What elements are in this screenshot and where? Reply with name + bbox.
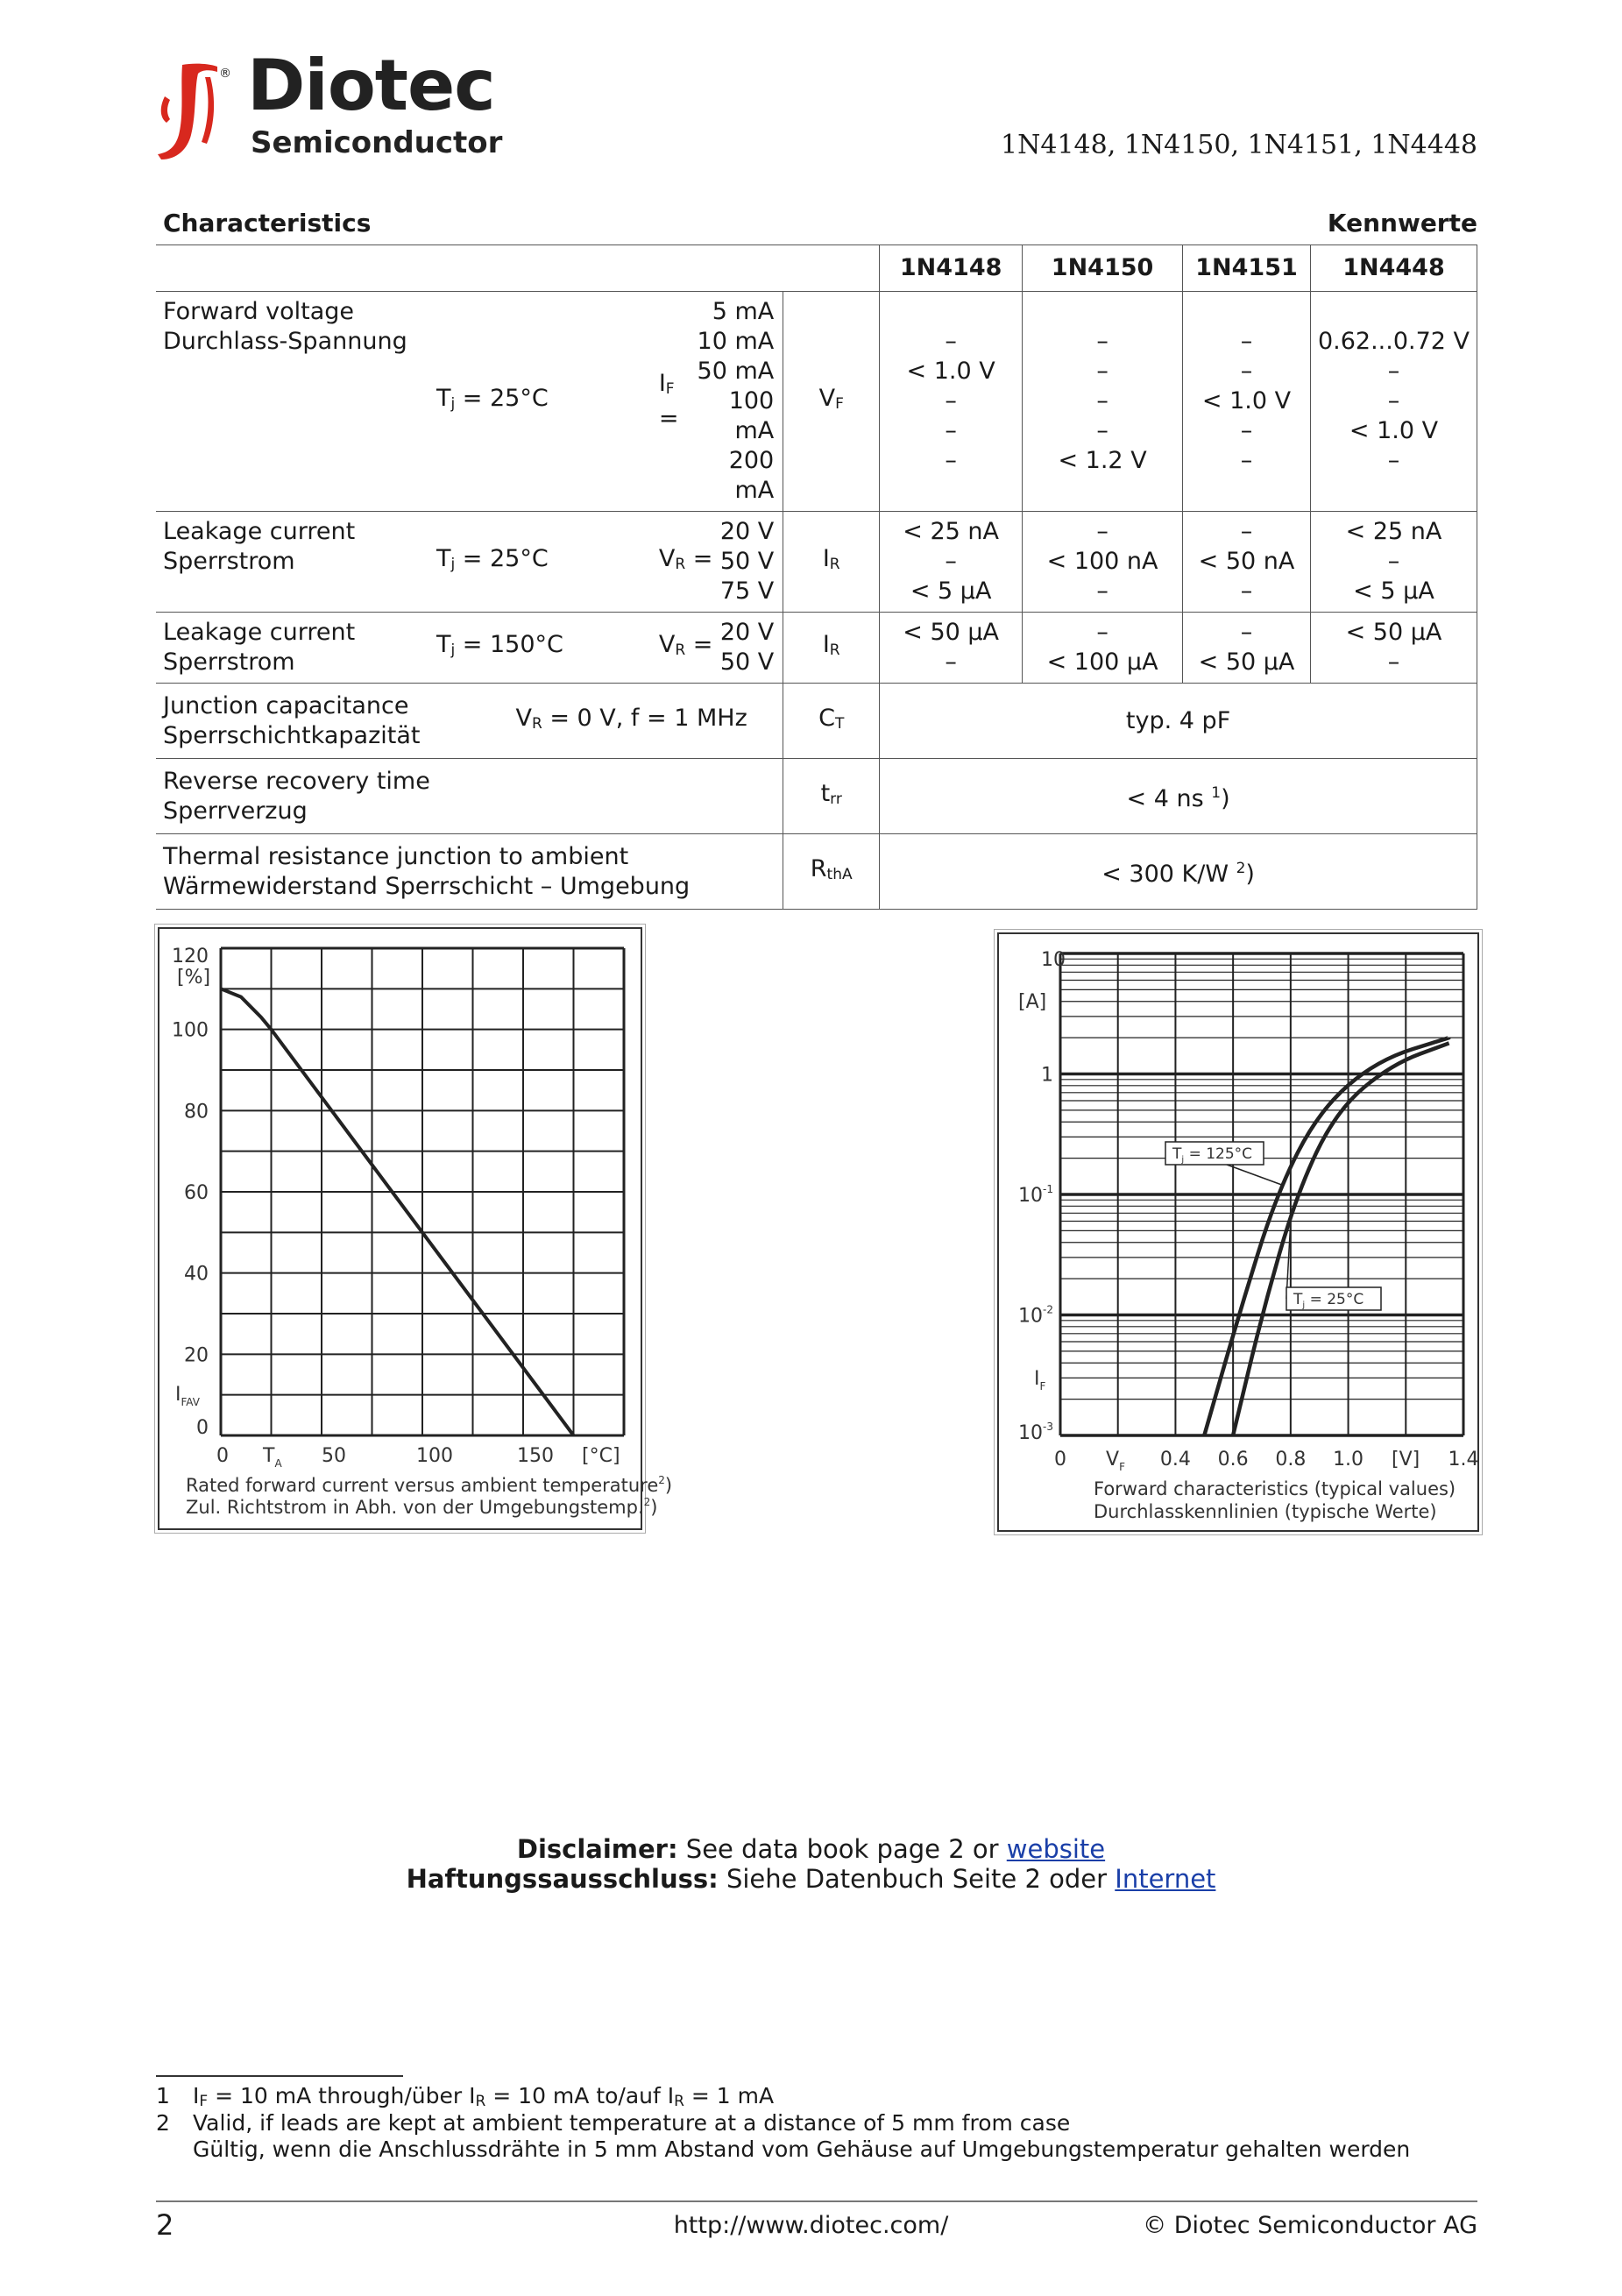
table-row-thermal-resistance [156, 834, 1477, 910]
x-axis-label: $T_A$ [263, 1445, 282, 1470]
footnote-2: 2 Valid, if leads are kept at ambient temperature at a distance of 5 mm from case Gültig, wenn die Anschlussdrähte in 5 mm Abstand vom Gehäuse auf Umgebungstemperatur gehalten werden [156, 2110, 1411, 2162]
series-line-ifav [221, 989, 574, 1435]
value-1n4150: – < 100 nA – [1023, 512, 1183, 613]
y-unit: [%] [177, 967, 211, 989]
derating-chart [159, 929, 673, 1528]
forward-chart-frame [997, 932, 1479, 1532]
temp-condition: Tj = 150°C [428, 613, 629, 684]
leader-tj-125 [1227, 1165, 1282, 1185]
symbol: VF [783, 292, 880, 512]
value-1n4150: – < 100 µA [1023, 613, 1183, 684]
svg-text:Tj = 25°C: $T_j = 25^\circ C$ [1293, 1291, 1364, 1310]
y-tick-3: 1 [1041, 1064, 1053, 1087]
characteristics-table [156, 244, 1477, 910]
section-title-en: Characteristics [163, 209, 372, 237]
section-title-de: Kennwerte [1327, 209, 1477, 237]
y-tick-0: $10^{-3}$ [1018, 1421, 1053, 1444]
chart-title-de: Zul. Richtstrom in Abh. von der Umgebungstemp.$^2$) [186, 1496, 658, 1518]
y-tick-1: $10^{-2}$ [1018, 1303, 1053, 1328]
series-line-tj-25 [1233, 1043, 1449, 1435]
symbol: CT [783, 684, 880, 759]
header-1n4448: 1N4448 [1310, 245, 1477, 292]
param-de: Sperrverzug [163, 797, 308, 825]
legend-tj-25 [1286, 1287, 1381, 1310]
test-condition: VR = 0 V, f = 1 MHz [428, 684, 783, 759]
param-en: Forward voltage [163, 298, 355, 325]
y-tick-120: 120 [172, 946, 209, 967]
website-link[interactable]: website [1006, 1834, 1106, 1864]
param-de: Durchlass-Spannung [163, 328, 407, 355]
grid [221, 948, 624, 1435]
page-number: 2 [156, 2208, 174, 2242]
table-row-reverse-recovery [156, 759, 1477, 834]
value-all: typ. 4 pF [880, 684, 1477, 759]
x-tick-0: 0 [216, 1445, 229, 1467]
x-unit: [°C] [582, 1445, 620, 1467]
x-tick-1.4: 1.4 [1448, 1449, 1479, 1470]
value-all: < 4 ns $^1$) [880, 759, 1477, 834]
footer-rule [156, 2200, 1477, 2202]
x-tick-1.0: 1.0 [1333, 1449, 1364, 1470]
value-1n4151: – < 50 µA [1183, 613, 1311, 684]
brand-name: Diotec [247, 45, 495, 126]
x-tick-50: 50 [322, 1445, 346, 1467]
x-tick-0.8: 0.8 [1275, 1449, 1307, 1470]
x-tick-0: 0 [1054, 1449, 1066, 1470]
symbol: RthA [783, 834, 880, 910]
param-en: Junction capacitance [163, 691, 409, 719]
chart-title-en: Forward characteristics (typical values) [1094, 1478, 1456, 1499]
y-tick-40: 40 [184, 1263, 209, 1286]
table-row-forward-voltage [156, 292, 1477, 512]
y-unit: [A] [1018, 991, 1047, 1013]
footer-url[interactable]: http://www.diotec.com/ [673, 2212, 949, 2239]
svg-text:Tj = 125°C: $T_j = 125^\circ C$ [1172, 1145, 1253, 1165]
param-en: Thermal resistance junction to ambient [163, 842, 629, 870]
x-unit: [V] [1392, 1449, 1420, 1470]
param-en: Leakage current [163, 518, 356, 545]
part-numbers: 1N4148, 1N4150, 1N4151, 1N4448 [1001, 130, 1477, 160]
temp-condition: Tj = 25°C [428, 512, 629, 613]
y-tick-80: 80 [184, 1101, 209, 1123]
footer-copyright: © Diotec Semiconductor AG [1143, 2212, 1477, 2239]
temp-condition: Tj = 25°C [428, 292, 629, 512]
internet-link[interactable]: Internet [1115, 1864, 1216, 1894]
value-1n4148: < 25 nA – < 5 µA [880, 512, 1023, 613]
cond-values: VR = 20 V 50 V [629, 613, 783, 684]
param-de: Wärmewiderstand Sperrschicht – Umgebung [163, 872, 691, 900]
param-en: Reverse recovery time [163, 767, 430, 795]
y-tick-60: 60 [184, 1182, 209, 1204]
footnote-rule [156, 2075, 403, 2077]
chart-title-en: Rated forward current versus ambient temperature$^2$) [186, 1474, 673, 1496]
param-de: Sperrstrom [163, 548, 295, 575]
value-1n4151: – < 50 nA – [1183, 512, 1311, 613]
value-1n4448: < 25 nA – < 5 µA [1310, 512, 1477, 613]
y-axis-label: $I_F$ [1034, 1368, 1046, 1392]
table-row-junction-capacitance [156, 684, 1477, 759]
value-1n4148: – < 1.0 V – – – [880, 292, 1023, 512]
header-1n4148: 1N4148 [880, 245, 1023, 292]
symbol: IR [783, 613, 880, 684]
y-tick-2: $10^{-1}$ [1018, 1183, 1053, 1207]
y-tick-labels [1018, 949, 1066, 1444]
table-row-leakage-25c [156, 512, 1477, 613]
forward-chart [999, 934, 1477, 1530]
cond-values: VR = 20 V 50 V 75 V [629, 512, 783, 613]
value-1n4448: < 50 µA – [1310, 613, 1477, 684]
x-tick-150: 150 [517, 1445, 554, 1467]
legend-tj-125 [1165, 1142, 1264, 1165]
x-axis-label: $V_F$ [1106, 1449, 1125, 1473]
y-axis-label: $I_{FAV}$ [175, 1384, 200, 1408]
header-1n4150: 1N4150 [1023, 245, 1183, 292]
footnote-1: 1 IF = 10 mA through/über IR = 10 mA to/auf IR = 1 mA [156, 2083, 775, 2110]
value-1n4151: – – < 1.0 V – – [1183, 292, 1311, 512]
registered-mark: ® [219, 67, 231, 81]
x-tick-0.4: 0.4 [1159, 1449, 1191, 1470]
symbol: IR [783, 512, 880, 613]
value-1n4148: < 50 µA – [880, 613, 1023, 684]
grid [1060, 953, 1463, 1435]
table-header-row [156, 245, 1477, 292]
value-1n4448: 0.62...0.72 V – – < 1.0 V – [1310, 292, 1477, 512]
cond-values: IF = 5 mA 10 mA 50 mA 100 mA 200 mA [629, 292, 783, 512]
value-all: < 300 K/W $^2$) [880, 834, 1477, 910]
header-1n4151: 1N4151 [1183, 245, 1311, 292]
y-tick-20: 20 [184, 1344, 209, 1367]
disclaimer-en: Disclaimer: See data book page 2 or website [516, 1834, 1106, 1864]
param-de: Sperrstrom [163, 648, 295, 676]
series-line-tj-125 [1204, 1038, 1448, 1435]
y-tick-4: 10 [1041, 949, 1066, 971]
y-tick-100: 100 [172, 1019, 209, 1042]
brand-subtitle: Semiconductor [251, 125, 503, 160]
x-tick-100: 100 [416, 1445, 453, 1467]
value-1n4150: – – – – < 1.2 V [1023, 292, 1183, 512]
chart-title-de: Durchlasskennlinien (typische Werte) [1094, 1501, 1437, 1522]
disclaimer [0, 1834, 1622, 1894]
y-tick-0: 0 [196, 1417, 209, 1439]
param-en: Leakage current [163, 619, 356, 646]
y-tick-labels [172, 946, 209, 1439]
param-de: Sperrschichtkapazität [163, 721, 421, 749]
diotec-logo-icon [156, 61, 226, 163]
x-tick-0.6: 0.6 [1217, 1449, 1249, 1470]
derating-chart-frame [158, 927, 673, 1530]
table-row-leakage-150c [156, 613, 1477, 684]
symbol: trr [783, 759, 880, 834]
disclaimer-de: Haftungssausschluss: Siehe Datenbuch Seite 2 oder Internet [406, 1864, 1216, 1894]
